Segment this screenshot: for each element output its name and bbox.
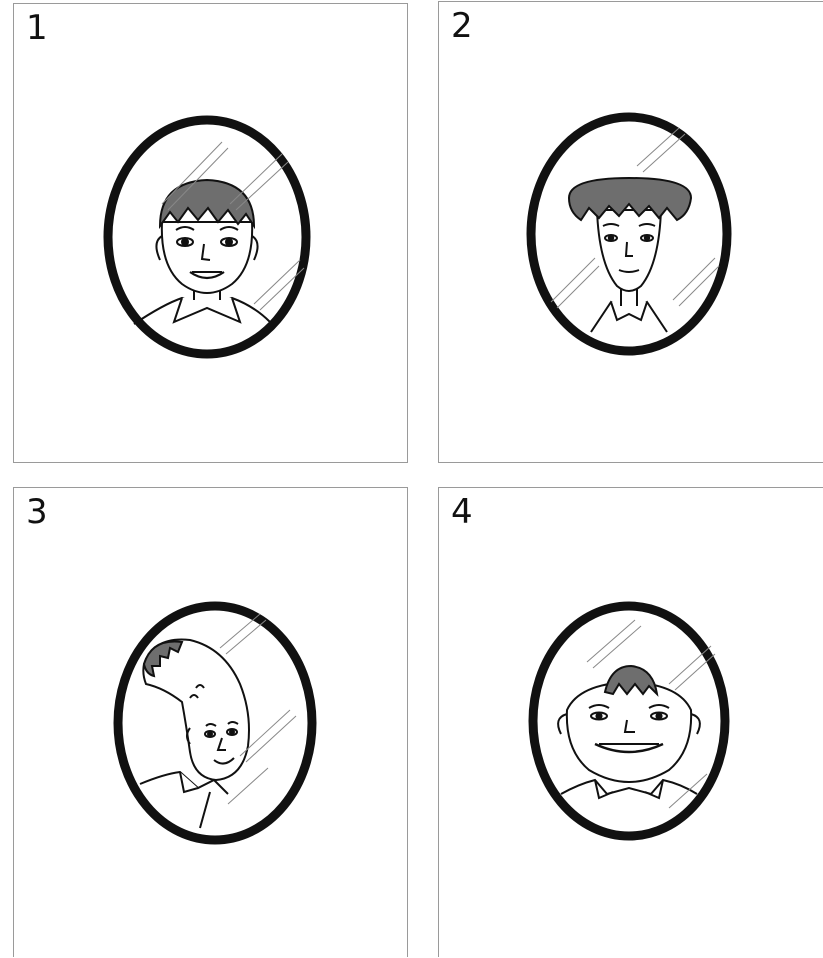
panel-number: 1: [26, 8, 48, 48]
panel-number: 3: [26, 492, 48, 532]
mirror-illustration-normal: [14, 4, 409, 464]
panel-2: [438, 1, 823, 463]
mirror-illustration-tall: [439, 2, 823, 464]
mirror-illustration-wide: [439, 488, 823, 958]
panel-3: [13, 487, 408, 957]
mirror-illustration-warped: [14, 488, 409, 958]
panel-4: [438, 487, 823, 957]
panel-number: 4: [451, 492, 473, 532]
panel-1: [13, 3, 408, 463]
panel-number: 2: [451, 6, 473, 46]
